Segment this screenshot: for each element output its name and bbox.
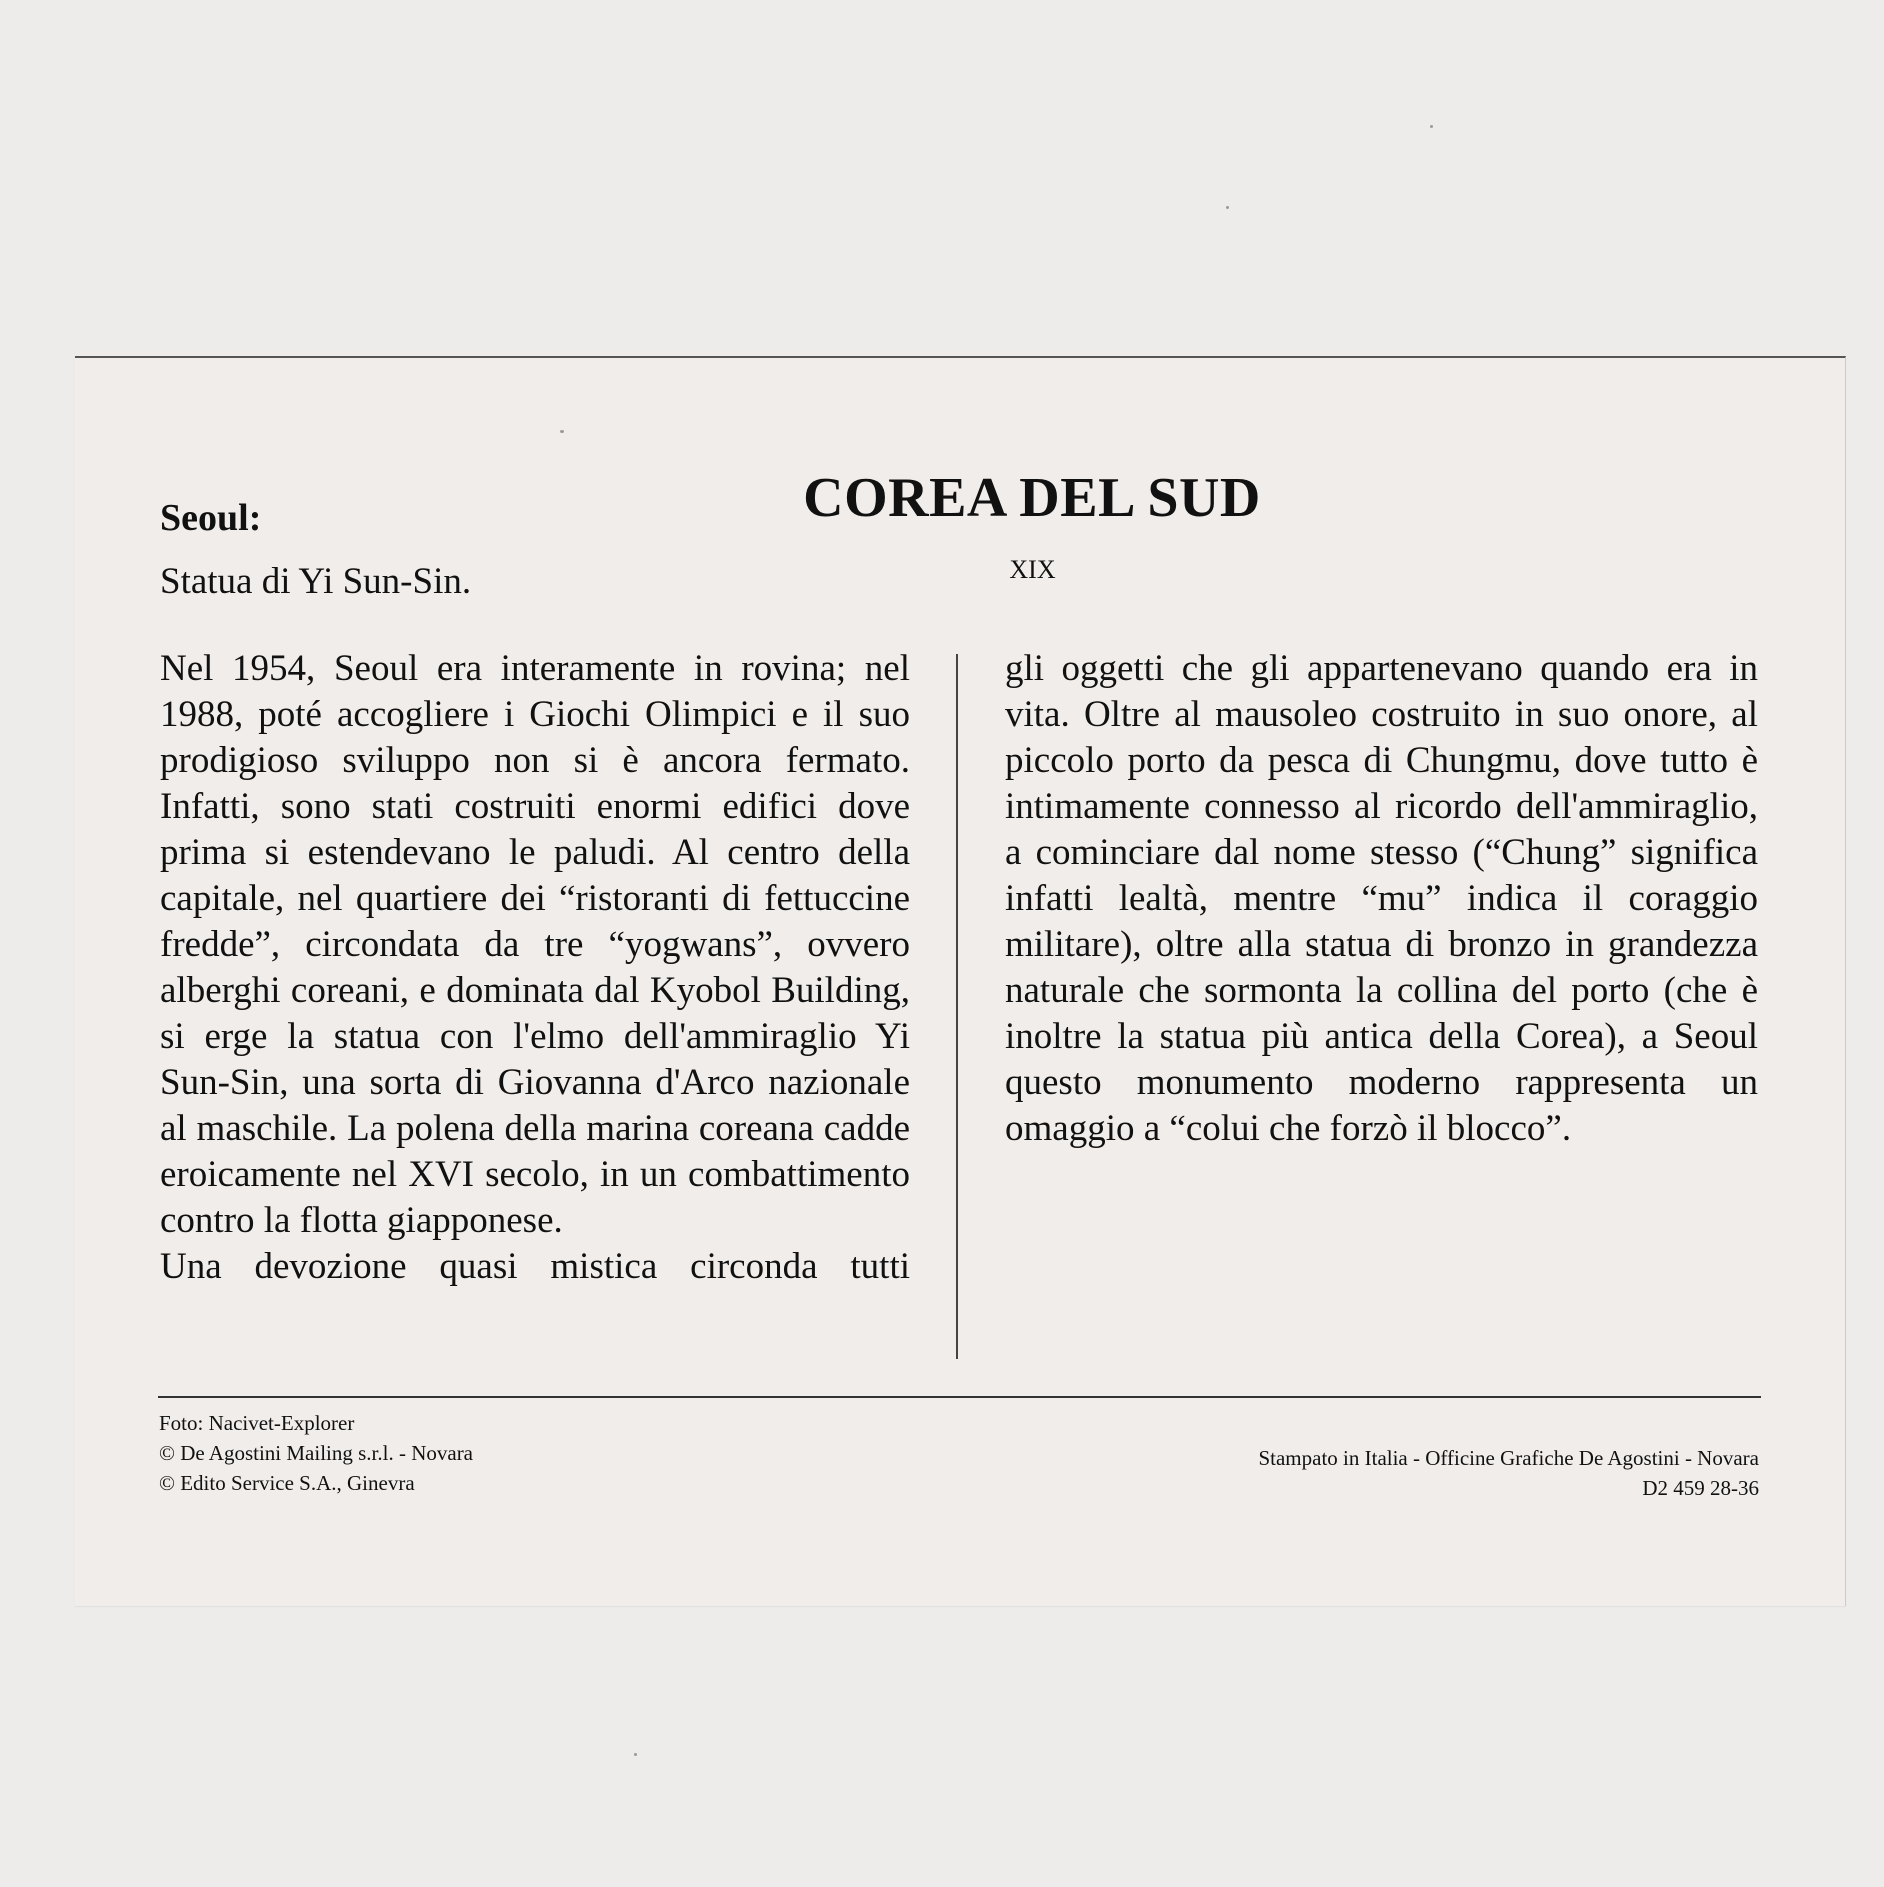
left-column-paragraph: Nel 1954, Seoul era interamente in rovina; nel 1988, poté accogliere i Giochi Olimpici e il suo prodigioso sviluppo non si è ancora fermato. Infatti, sono stati costruiti enormi edifici dove prima si estendevano le paludi. Al centro della capitale, nel quartiere dei “ristoranti di fettuccine fredde”, circondata da tre “yogwans”, ovvero alberghi coreani, e dominata dal Kyobol Building, si erge la statua con l'elmo dell'ammiraglio Yi Sun-Sin, una sorta di Giovanna d'Arco nazionale al maschile. La polena della marina coreana cadde eroicamente nel XVI secolo, in un combattimento contro la flotta giapponese. [160,648,910,1241]
column-divider [956,654,958,1359]
dust-speck [1430,125,1433,128]
right-column-paragraph: gli oggetti che gli appartenevano quando era in vita. Oltre al mausoleo costruito in suo onore, al piccolo porto da pesca di Chungmu, dove tutto è intimamente connesso al ricordo dell'ammiraglio, a cominciare dal nome stesso (“Chung” significa infatti lealtà, mentre “mu” indica il coraggio militare), oltre alla statua di bronzo in grandezza naturale che sormonta la collina del porto (che è inoltre la statua più antica della Corea), a Seoul questo monumento moderno rappresenta un omaggio a “colui che forzò il blocco”. [1005,648,1758,1149]
subject-caption: Statua di Yi Sun-Sin. [160,561,472,602]
copyright-line: © Edito Service S.A., Ginevra [159,1471,415,1495]
card-number: XIX [1009,555,1056,584]
right-text-column [1005,646,1758,1152]
left-text-column [160,646,910,1290]
product-code: D2 459 28-36 [1642,1476,1759,1500]
postcard-back [75,356,1846,1606]
dust-speck [1226,206,1229,209]
credits-block [159,1408,473,1498]
photo-credit: Foto: Nacivet-Explorer [159,1411,355,1435]
page-title: COREA DEL SUD [803,467,1261,529]
place-heading: Seoul: [160,497,262,539]
dust-speck [634,1753,637,1756]
left-column-last-line: Una devozione quasi mistica circonda tutti [160,1246,910,1287]
printer-line: Stampato in Italia - Officine Grafiche De Agostini - Novara [1258,1446,1759,1470]
dust-speck [560,430,564,433]
printer-block [1258,1443,1759,1503]
copyright-line: © De Agostini Mailing s.r.l. - Novara [159,1441,474,1465]
footer-rule [158,1396,1761,1398]
